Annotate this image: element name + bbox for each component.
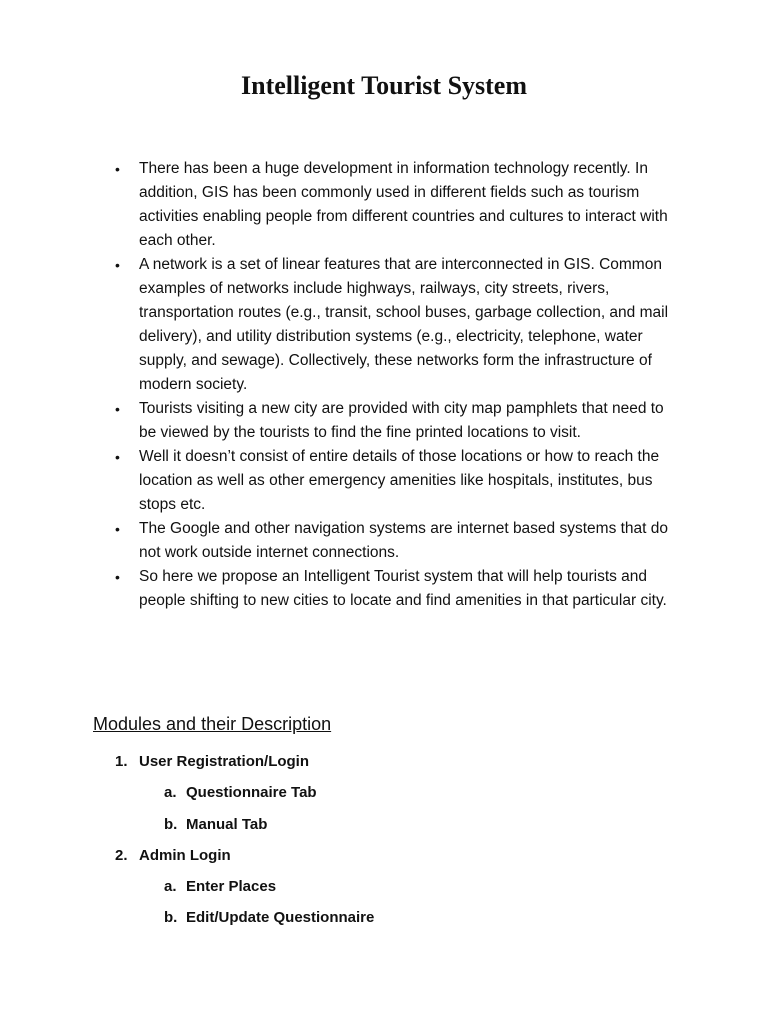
module-number: 1. — [115, 753, 128, 770]
modules-heading: Modules and their Description — [93, 714, 332, 734]
submodule-item-manual-tab — [164, 815, 267, 835]
bullet-text: Tourists visiting a new city are provided with city map pamphlets that need to be viewed by the tourists to find the fine printed locations to visit. — [139, 400, 664, 441]
submodule-letter: a. — [164, 784, 177, 801]
submodule-label: Questionnaire Tab — [186, 784, 317, 801]
list-item — [110, 517, 685, 565]
bullet-text: The Google and other navigation systems are internet based systems that do not work outside internet connections. — [139, 520, 669, 561]
module-item-admin-login — [115, 846, 231, 866]
module-label: Admin Login — [139, 847, 231, 864]
submodule-item-questionnaire-tab — [164, 783, 317, 803]
bullet-text: There has been a huge development in information technology recently. In addition, GIS has been commonly used in different fields such as tourism activities enabling people from different countries and cultures to interact with each other. — [139, 160, 668, 249]
submodule-letter: a. — [164, 878, 177, 895]
bullet-icon: • — [115, 401, 120, 417]
page-title: Intelligent Tourist System — [240, 71, 528, 100]
module-number: 2. — [115, 847, 128, 864]
bullet-text: Well it doesn’t consist of entire details of those locations or how to reach the location as well as other emergency amenities like hospitals, institutes, bus stops etc. — [139, 448, 660, 513]
submodule-letter: b. — [164, 816, 178, 833]
submodule-letter: b. — [164, 909, 178, 926]
module-item-user-registration — [115, 752, 309, 772]
bullet-icon: • — [115, 569, 120, 585]
bullet-text: A network is a set of linear features that are interconnected in GIS. Common examples of networks include highways, railways, city streets, rivers, transportation routes (e.g., transit, school buses, garbage collection, and mail delivery), and utility distribution systems (e.g., electricity, telephone, water supply, and sewage). Collectively, these networks form the infrastructure of modern society. — [139, 256, 669, 393]
list-item — [110, 565, 685, 613]
list-item — [110, 253, 685, 397]
submodule-label: Manual Tab — [186, 816, 268, 833]
bullet-text: So here we propose an Intelligent Tourist system that will help tourists and people shifting to new cities to locate and find amenities in that particular city. — [139, 568, 667, 609]
bullet-icon: • — [115, 257, 120, 273]
submodule-item-enter-places — [164, 877, 276, 897]
bullet-list — [110, 157, 685, 613]
submodule-item-edit-update-questionnaire — [164, 908, 374, 928]
bullet-icon: • — [115, 161, 120, 177]
bullet-icon: • — [115, 521, 120, 537]
list-item — [110, 397, 685, 445]
module-label: User Registration/Login — [139, 753, 310, 770]
bullet-icon: • — [115, 449, 120, 465]
submodule-label: Edit/Update Questionnaire — [186, 909, 375, 926]
list-item — [110, 157, 685, 253]
list-item — [110, 445, 685, 517]
submodule-label: Enter Places — [186, 878, 277, 895]
